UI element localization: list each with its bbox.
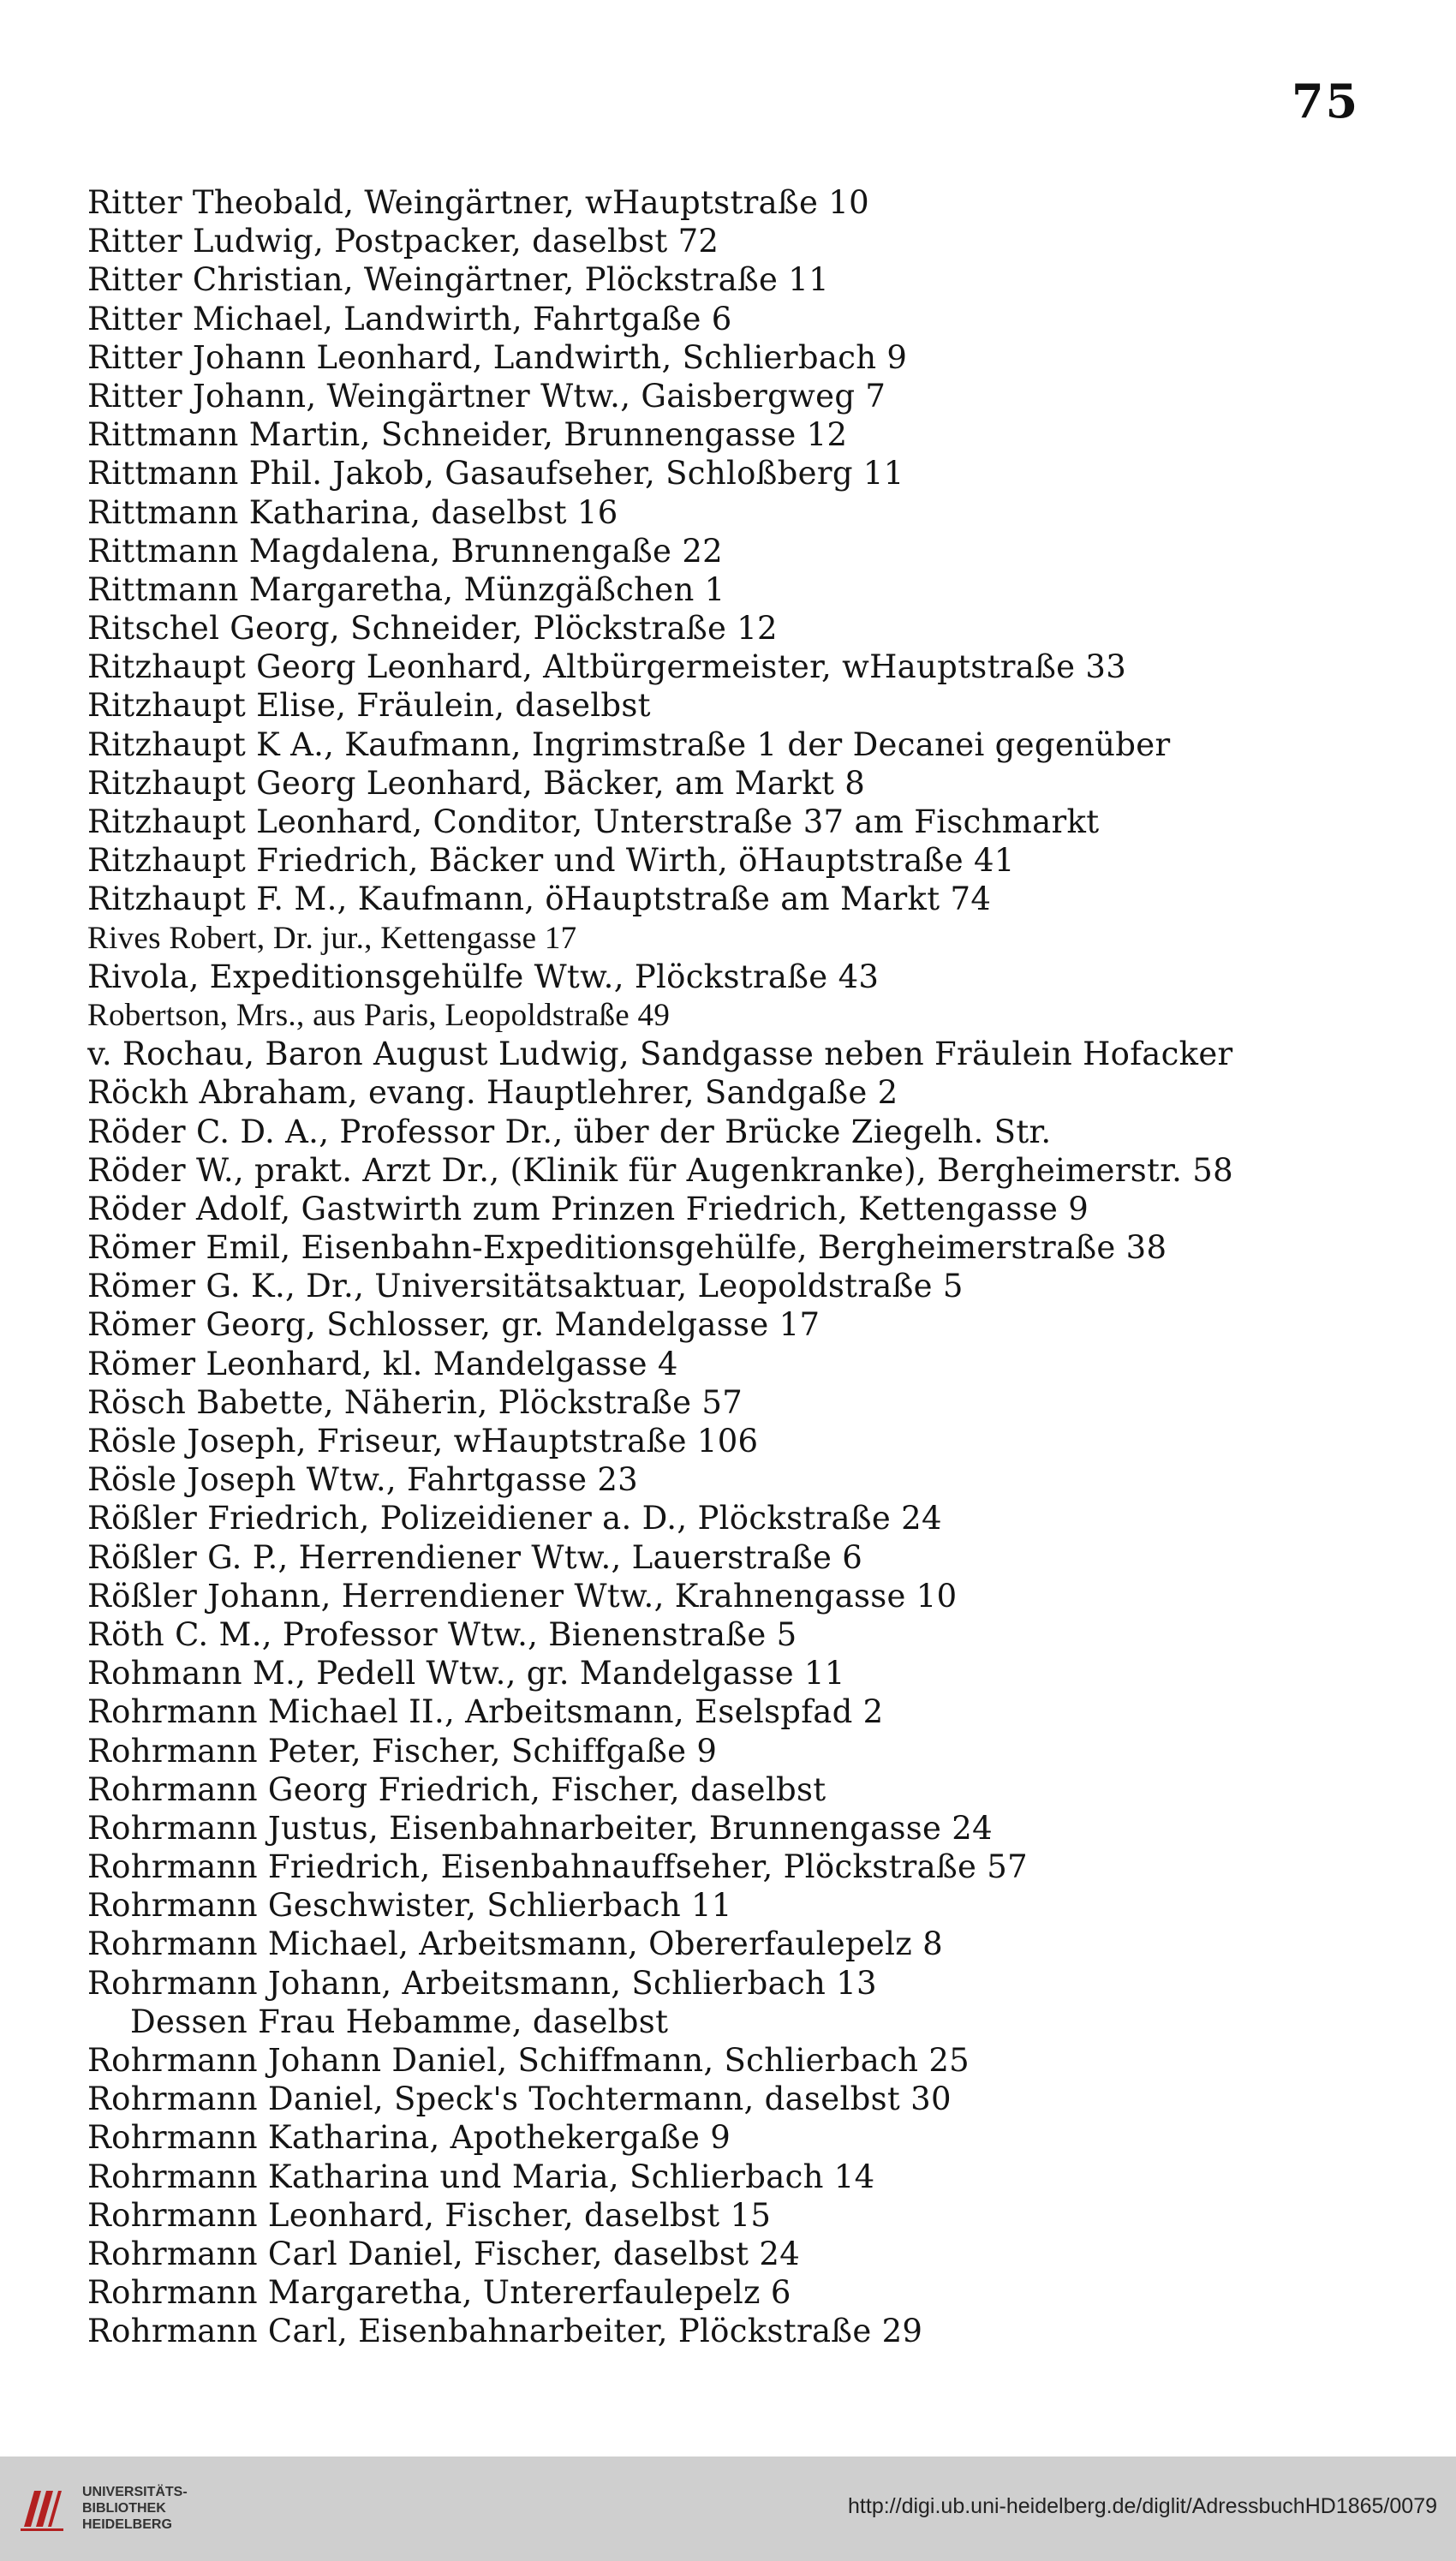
address-entry: Röckh Abraham, evang. Hauptlehrer, Sandgaße 2: [87, 1074, 898, 1112]
university-library-seal-icon: [15, 2482, 69, 2535]
address-entry: Rohrmann Michael II., Arbeitsmann, Eselspfad 2: [87, 1693, 884, 1731]
address-entry: Röder W., prakt. Arzt Dr., (Klinik für Augenkranke), Bergheimerstr. 58: [87, 1151, 1233, 1189]
address-entry: Römer Georg, Schlosser, gr. Mandelgasse 17: [87, 1306, 820, 1344]
address-entry: Ritzhaupt Georg Leonhard, Bäcker, am Markt 8: [87, 764, 866, 802]
address-entry: Ritzhaupt F. M., Kaufmann, öHauptstraße am Markt 74: [87, 881, 992, 918]
address-entry: Ritter Ludwig, Postpacker, daselbst 72: [87, 223, 719, 260]
address-list: [87, 183, 1423, 2351]
address-entry: Rohmann M., Pedell Wtw., gr. Mandelgasse 11: [87, 1655, 845, 1692]
address-entry: Ritter Johann Leonhard, Landwirth, Schlierbach 9: [87, 338, 908, 376]
address-entry: Rösle Joseph, Friseur, wHauptstraße 106: [87, 1423, 759, 1460]
address-entry: Rohrmann Leonhard, Fischer, daselbst 15: [87, 2196, 772, 2234]
address-entry: Ritter Michael, Landwirth, Fahrtgaße 6: [87, 300, 732, 337]
address-entry: Ritter Theobald, Weingärtner, wHauptstraße 10: [87, 184, 869, 221]
address-entry: Rohrmann Georg Friedrich, Fischer, daselbst: [87, 1770, 826, 1808]
address-entry: Röth C. M., Professor Wtw., Bienenstraße 5: [87, 1615, 797, 1653]
address-entry: Dessen Frau Hebamme, daselbst: [130, 2003, 669, 2040]
address-entry: Rohrmann Geschwister, Schlierbach 11: [87, 1887, 732, 1925]
address-entry: Rößler Friedrich, Polizeidiener a. D., Plöckstraße 24: [87, 1500, 942, 1537]
address-entry: Rohrmann Carl, Eisenbahnarbeiter, Plöckstraße 29: [87, 2313, 923, 2350]
address-entry: Rittmann Phil. Jakob, Gasaufseher, Schloßberg 11: [87, 455, 904, 493]
address-entry: Rohrmann Peter, Fischer, Schiffgaße 9: [87, 1732, 718, 1770]
address-entry: Ritzhaupt Friedrich, Bäcker und Wirth, öHauptstraße 41: [87, 842, 1015, 880]
address-entry: Rohrmann Johann, Arbeitsmann, Schlierbach 13: [87, 1964, 877, 2002]
address-entry: Rohrmann Friedrich, Eisenbahnauffseher, Plöckstraße 57: [87, 1848, 1028, 1886]
address-entry: Röder Adolf, Gastwirth zum Prinzen Friedrich, Kettengasse 9: [87, 1190, 1089, 1227]
address-entry: Römer G. K., Dr., Universitätsaktuar, Leopoldstraße 5: [87, 1268, 964, 1305]
address-entry: Römer Leonhard, kl. Mandelgasse 4: [87, 1345, 678, 1382]
address-entry: Ritzhaupt Elise, Fräulein, daselbst: [87, 687, 651, 725]
library-logo-text: [82, 2484, 188, 2533]
address-entry: Rittmann Margaretha, Münzgäßchen 1: [87, 570, 725, 608]
address-entry: Ritschel Georg, Schneider, Plöckstraße 12: [87, 610, 778, 648]
address-entry: Rohrmann Michael, Arbeitsmann, Obererfaulepelz 8: [87, 1925, 943, 1963]
address-entry: Rößler G. P., Herrendiener Wtw., Lauerstraße 6: [87, 1538, 863, 1576]
address-entry: Rohrmann Margaretha, Untererfaulepelz 6: [87, 2274, 791, 2312]
address-entry: Rivola, Expeditionsgehülfe Wtw., Plöckstraße 43: [87, 958, 880, 995]
logo-line-1: UNIVERSITÄTS-: [82, 2485, 188, 2499]
address-entry: v. Rochau, Baron August Ludwig, Sandgasse neben Fräulein Hofacker: [87, 1036, 1233, 1073]
address-entry: Ritter Christian, Weingärtner, Plöckstraße 11: [87, 261, 829, 299]
address-entry: Rittmann Magdalena, Brunnengaße 22: [87, 532, 723, 570]
address-entry: Rohrmann Justus, Eisenbahnarbeiter, Brunnengasse 24: [87, 1809, 993, 1847]
address-entry: Rohrmann Daniel, Speck's Tochtermann, daselbst 30: [87, 2080, 952, 2118]
address-entry: Rohrmann Katharina und Maria, Schlierbach 14: [87, 2158, 875, 2195]
address-entry: Ritzhaupt Leonhard, Conditor, Unterstraße 37 am Fischmarkt: [87, 803, 1100, 840]
address-entry: Rößler Johann, Herrendiener Wtw., Krahnengasse 10: [87, 1577, 958, 1615]
address-entry: Rittmann Katharina, daselbst 16: [87, 493, 618, 531]
logo-line-3: HEIDELBERG: [82, 2517, 172, 2532]
footer-bar: [0, 2457, 1456, 2561]
address-entry: Rohrmann Carl Daniel, Fischer, daselbst 24: [87, 2235, 801, 2272]
address-entry: Römer Emil, Eisenbahn-Expeditionsgehülfe, Bergheimerstraße 38: [87, 1229, 1167, 1267]
address-entry: Ritter Johann, Weingärtner Wtw., Gaisbergweg 7: [87, 377, 886, 415]
address-entry: Rohrmann Katharina, Apothekergaße 9: [87, 2119, 731, 2157]
address-entry: Ritzhaupt Georg Leonhard, Altbürgermeister, wHauptstraße 33: [87, 648, 1127, 686]
address-entry: Rohrmann Johann Daniel, Schiffmann, Schlierbach 25: [87, 2042, 970, 2079]
address-entry: Rittmann Martin, Schneider, Brunnengasse 12: [87, 416, 848, 454]
address-entry: Robertson, Mrs., aus Paris, Leopoldstraße 49: [87, 997, 671, 1033]
address-entry: Ritzhaupt K A., Kaufmann, Ingrimstraße 1 der Decanei gegenüber: [87, 725, 1171, 763]
logo-line-2: BIBLIOTHEK: [82, 2501, 166, 2516]
address-entry: Rösle Joseph Wtw., Fahrtgasse 23: [87, 1461, 639, 1499]
source-url-link[interactable]: http://digi.ub.uni-heidelberg.de/diglit/AdressbuchHD1865/0079: [848, 2494, 1437, 2518]
address-entry: Rösch Babette, Näherin, Plöckstraße 57: [87, 1383, 743, 1421]
page-number: 75: [1292, 74, 1360, 128]
address-entry: Röder C. D. A., Professor Dr., über der Brücke Ziegelh. Str.: [87, 1113, 1052, 1150]
address-entry: Rives Robert, Dr. jur., Kettengasse 17: [87, 920, 577, 956]
